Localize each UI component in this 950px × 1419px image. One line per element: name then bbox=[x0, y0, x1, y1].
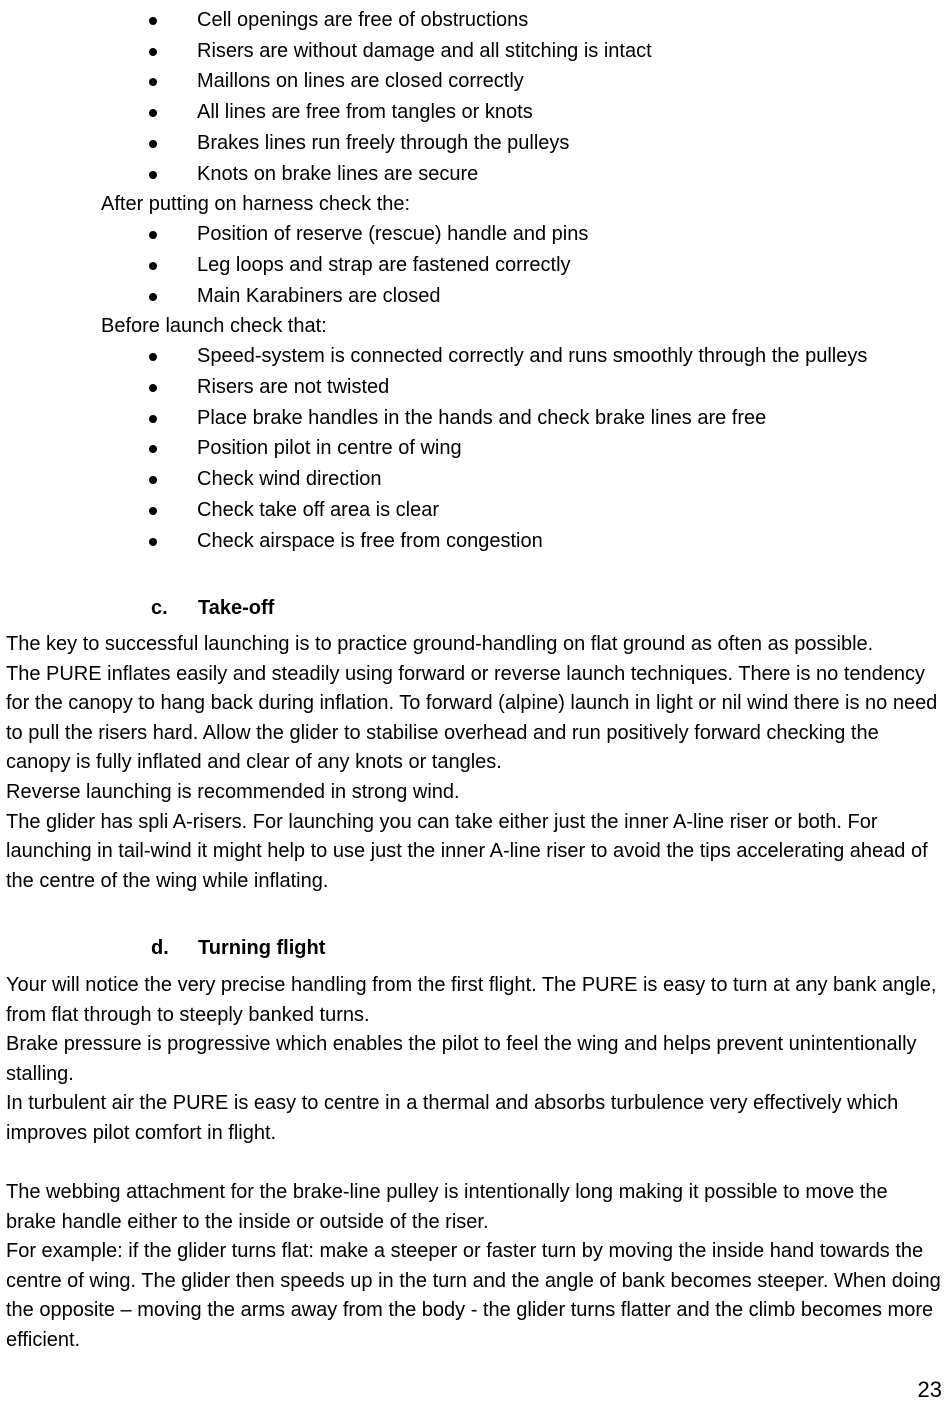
checklist-top bbox=[0, 5, 950, 189]
list-item-text: All lines are free from tangles or knots bbox=[197, 101, 533, 124]
paragraph: Your will notice the very precise handling from the first flight. The PURE is easy to turn at any bank angle, from flat through to steeply banked turns. bbox=[6, 974, 937, 1026]
bullet-icon bbox=[149, 17, 157, 25]
paragraph: The glider has spli A-risers. For launching you can take either just the inner A-line riser or both. For launching in tail-wind it might help to use just the inner A-line riser to avoid the tips accelerating ahead of the centre of the wing while inflating. bbox=[6, 810, 928, 892]
section-heading-turning bbox=[151, 934, 325, 962]
list-item bbox=[0, 66, 950, 97]
bullet-icon bbox=[149, 171, 157, 179]
list-item-text: Knots on brake lines are secure bbox=[197, 162, 479, 185]
page-number: 23 bbox=[917, 1377, 942, 1402]
paragraph: The key to successful launching is to practice ground-handling on flat ground as often as possible. bbox=[6, 633, 874, 655]
bullet-icon bbox=[149, 140, 157, 148]
bullet-icon bbox=[149, 507, 157, 515]
paragraph: The webbing attachment for the brake-line pulley is intentionally long making it possible to move the brake handle either to the inside or outside of the riser. bbox=[6, 1181, 888, 1233]
section-title: Turning flight bbox=[198, 937, 326, 959]
list-item-text: Check airspace is free from congestion bbox=[197, 529, 543, 552]
list-item bbox=[0, 97, 950, 128]
list-item bbox=[0, 526, 950, 557]
launch-intro: Before launch check that: bbox=[101, 315, 327, 338]
bullet-icon bbox=[149, 353, 157, 361]
bullet-icon bbox=[149, 78, 157, 86]
section-letter: c. bbox=[151, 597, 168, 619]
list-item bbox=[0, 281, 950, 312]
list-item-text: Cell openings are free of obstructions bbox=[197, 9, 529, 31]
bullet-icon bbox=[149, 538, 157, 546]
bullet-icon bbox=[149, 476, 157, 484]
bullet-icon bbox=[149, 231, 157, 239]
paragraph: In turbulent air the PURE is easy to centre in a thermal and absorbs turbulence very effectively which improves pilot comfort in flight. bbox=[6, 1092, 899, 1144]
paragraph: For example: if the glider turns flat: make a steeper or faster turn by moving the inside hand towards the centre of wing. The glider then speeds up in the turn and the angle of bank becomes steeper. When doing the opposite – moving the arms away from the body - the glider turns flatter and the climb becomes more efficient. bbox=[6, 1240, 941, 1351]
section-heading-takeoff bbox=[151, 594, 274, 622]
list-item bbox=[0, 128, 950, 159]
list-item-text: Position of reserve (rescue) handle and pins bbox=[197, 223, 589, 246]
harness-checklist bbox=[0, 219, 950, 311]
list-item-text: Speed-system is connected correctly and runs smoothly through the pulleys bbox=[197, 345, 868, 368]
list-item-text: Check wind direction bbox=[197, 468, 382, 491]
list-item bbox=[0, 250, 950, 281]
list-item bbox=[0, 5, 950, 36]
list-item-text: Risers are not twisted bbox=[197, 376, 390, 399]
list-item-text: Risers are without damage and all stitching is intact bbox=[197, 39, 652, 62]
list-item bbox=[0, 403, 950, 434]
list-item bbox=[0, 159, 950, 190]
turning-text bbox=[6, 971, 942, 1149]
list-item bbox=[0, 219, 950, 250]
list-item-text: Maillons on lines are closed correctly bbox=[197, 70, 524, 93]
bullet-icon bbox=[149, 415, 157, 423]
bullet-icon bbox=[149, 262, 157, 270]
takeoff-text bbox=[6, 630, 942, 896]
launch-checklist bbox=[0, 341, 950, 556]
paragraph: Reverse launching is recommended in strong wind. bbox=[6, 780, 460, 803]
bullet-icon bbox=[149, 48, 157, 56]
list-item bbox=[0, 372, 950, 403]
list-item bbox=[0, 341, 950, 372]
list-item-text: Leg loops and strap are fastened correctly bbox=[197, 253, 571, 276]
list-item-text: Main Karabiners are closed bbox=[197, 284, 441, 307]
section-letter: d. bbox=[151, 937, 169, 959]
list-item bbox=[0, 36, 950, 67]
list-item-text: Position pilot in centre of wing bbox=[197, 437, 462, 460]
bullet-icon bbox=[149, 109, 157, 117]
harness-intro: After putting on harness check the: bbox=[101, 193, 411, 216]
bullet-icon bbox=[149, 293, 157, 301]
list-item-text: Place brake handles in the hands and check brake lines are free bbox=[197, 406, 767, 429]
bullet-icon bbox=[149, 384, 157, 392]
preflight-checklist bbox=[0, 5, 950, 556]
list-item-text: Check take off area is clear bbox=[197, 498, 439, 521]
list-item bbox=[0, 464, 950, 495]
pulley-text bbox=[6, 1178, 942, 1356]
bullet-icon bbox=[149, 445, 157, 453]
paragraph: The PURE inflates easily and steadily using forward or reverse launch techniques. There is no tendency for the canopy to hang back during inflation. To forward (alpine) launch in light or nil wind there is no need to pull the risers hard. Allow the glider to stabilise overhead and run positively forward checking the canopy is fully inflated and clear of any knots or tangles. bbox=[6, 662, 938, 774]
list-item bbox=[0, 433, 950, 464]
list-item bbox=[0, 495, 950, 526]
section-title: Take-off bbox=[198, 597, 275, 619]
list-item-text: Brakes lines run freely through the pulleys bbox=[197, 131, 570, 154]
paragraph: Brake pressure is progressive which enables the pilot to feel the wing and helps prevent unintentionally stalling. bbox=[6, 1033, 917, 1085]
